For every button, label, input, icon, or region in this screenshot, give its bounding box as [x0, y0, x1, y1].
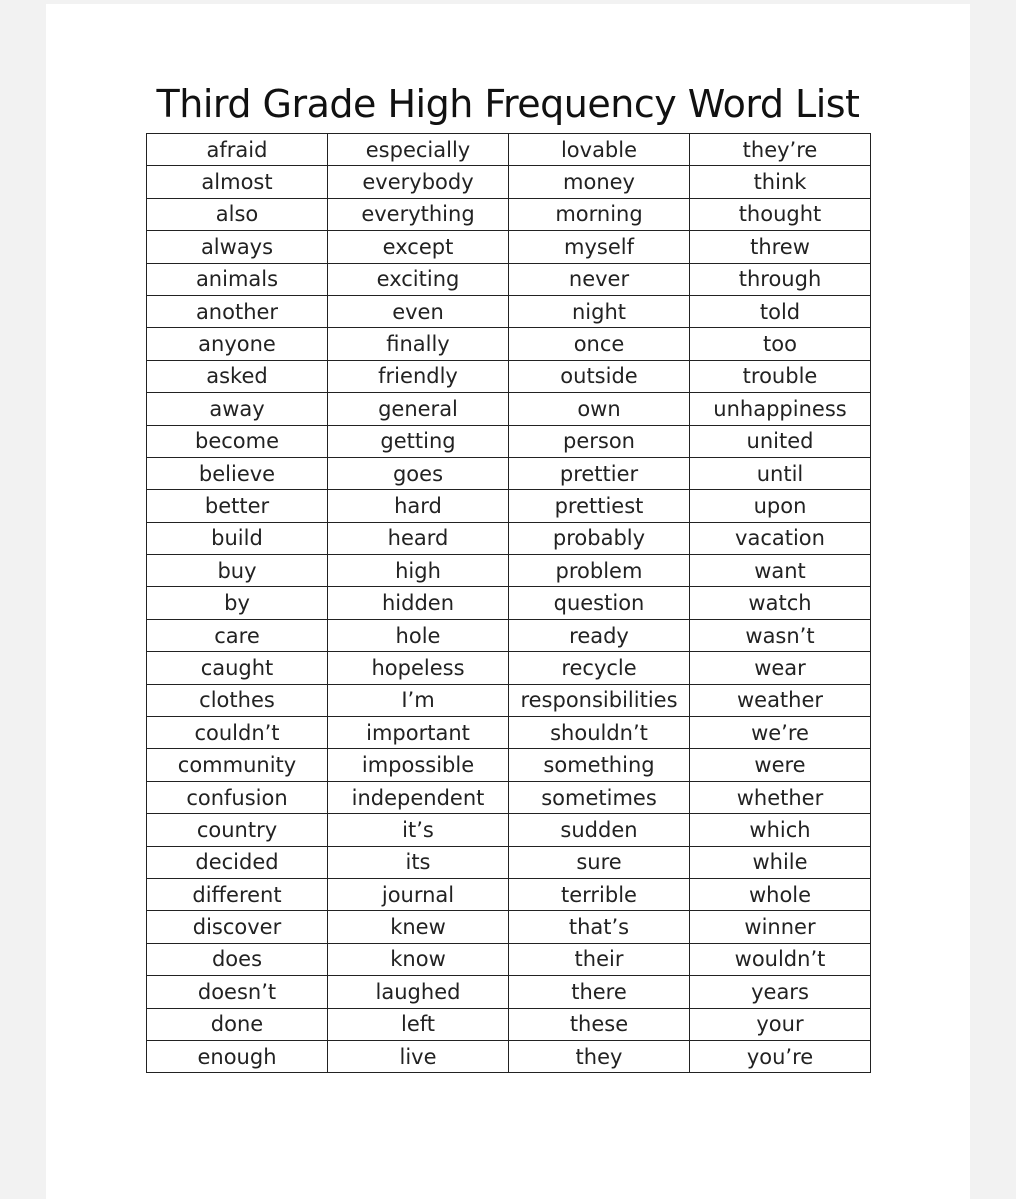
table-row — [147, 587, 871, 619]
word-cell: become — [147, 425, 328, 457]
word-cell: money — [509, 166, 690, 198]
word-cell: impossible — [328, 749, 509, 781]
word-cell: laughed — [328, 976, 509, 1008]
word-cell: caught — [147, 652, 328, 684]
word-cell: something — [509, 749, 690, 781]
table-row — [147, 555, 871, 587]
word-cell: community — [147, 749, 328, 781]
word-cell: recycle — [509, 652, 690, 684]
word-cell: outside — [509, 360, 690, 392]
word-cell: knew — [328, 911, 509, 943]
word-cell: enough — [147, 1040, 328, 1072]
word-cell: almost — [147, 166, 328, 198]
word-cell: everybody — [328, 166, 509, 198]
word-cell: hole — [328, 619, 509, 651]
word-list-body — [147, 134, 871, 1073]
word-cell: couldn’t — [147, 717, 328, 749]
word-cell: told — [690, 295, 871, 327]
word-cell: want — [690, 555, 871, 587]
word-cell: goes — [328, 457, 509, 489]
word-cell: believe — [147, 457, 328, 489]
word-cell: sure — [509, 846, 690, 878]
word-cell: unhappiness — [690, 393, 871, 425]
word-cell: myself — [509, 231, 690, 263]
word-cell: its — [328, 846, 509, 878]
table-row — [147, 749, 871, 781]
word-list-table — [146, 133, 871, 1073]
word-cell: also — [147, 198, 328, 230]
word-cell: responsibilities — [509, 684, 690, 716]
word-cell: buy — [147, 555, 328, 587]
word-cell: left — [328, 1008, 509, 1040]
word-cell: were — [690, 749, 871, 781]
word-cell: lovable — [509, 134, 690, 166]
word-cell: until — [690, 457, 871, 489]
word-cell: through — [690, 263, 871, 295]
word-cell: watch — [690, 587, 871, 619]
word-cell: upon — [690, 490, 871, 522]
word-cell: prettiest — [509, 490, 690, 522]
table-row — [147, 295, 871, 327]
word-cell: away — [147, 393, 328, 425]
word-cell: everything — [328, 198, 509, 230]
word-cell: general — [328, 393, 509, 425]
word-cell: whole — [690, 878, 871, 910]
word-cell: afraid — [147, 134, 328, 166]
word-cell: while — [690, 846, 871, 878]
table-row — [147, 1008, 871, 1040]
word-cell: which — [690, 814, 871, 846]
word-cell: especially — [328, 134, 509, 166]
word-cell: person — [509, 425, 690, 457]
word-cell: know — [328, 943, 509, 975]
word-cell: they — [509, 1040, 690, 1072]
word-cell: build — [147, 522, 328, 554]
word-cell: your — [690, 1008, 871, 1040]
table-row — [147, 198, 871, 230]
word-cell: finally — [328, 328, 509, 360]
word-cell: does — [147, 943, 328, 975]
word-cell: decided — [147, 846, 328, 878]
word-cell: anyone — [147, 328, 328, 360]
word-cell: hopeless — [328, 652, 509, 684]
word-cell: done — [147, 1008, 328, 1040]
word-cell: sudden — [509, 814, 690, 846]
table-row — [147, 457, 871, 489]
table-row — [147, 846, 871, 878]
table-row — [147, 976, 871, 1008]
word-cell: hidden — [328, 587, 509, 619]
word-cell: always — [147, 231, 328, 263]
word-cell: even — [328, 295, 509, 327]
word-cell: asked — [147, 360, 328, 392]
word-cell: you’re — [690, 1040, 871, 1072]
word-cell: I’m — [328, 684, 509, 716]
word-cell: morning — [509, 198, 690, 230]
table-row — [147, 393, 871, 425]
word-cell: it’s — [328, 814, 509, 846]
word-cell: they’re — [690, 134, 871, 166]
word-cell: winner — [690, 911, 871, 943]
page-title: Third Grade High Frequency Word List — [156, 82, 860, 126]
word-cell: united — [690, 425, 871, 457]
word-cell: problem — [509, 555, 690, 587]
table-row — [147, 360, 871, 392]
word-cell: country — [147, 814, 328, 846]
word-cell: too — [690, 328, 871, 360]
word-cell: trouble — [690, 360, 871, 392]
table-row — [147, 652, 871, 684]
word-cell: discover — [147, 911, 328, 943]
word-cell: once — [509, 328, 690, 360]
word-cell: different — [147, 878, 328, 910]
word-cell: vacation — [690, 522, 871, 554]
table-row — [147, 263, 871, 295]
word-cell: friendly — [328, 360, 509, 392]
table-row — [147, 943, 871, 975]
word-cell: another — [147, 295, 328, 327]
word-cell: think — [690, 166, 871, 198]
word-cell: doesn’t — [147, 976, 328, 1008]
word-cell: we’re — [690, 717, 871, 749]
word-cell: by — [147, 587, 328, 619]
word-cell: ready — [509, 619, 690, 651]
word-cell: clothes — [147, 684, 328, 716]
word-cell: animals — [147, 263, 328, 295]
word-cell: exciting — [328, 263, 509, 295]
table-row — [147, 328, 871, 360]
word-cell: better — [147, 490, 328, 522]
word-cell: high — [328, 555, 509, 587]
word-cell: terrible — [509, 878, 690, 910]
word-cell: wouldn’t — [690, 943, 871, 975]
word-cell: wasn’t — [690, 619, 871, 651]
word-cell: question — [509, 587, 690, 619]
table-row — [147, 684, 871, 716]
word-cell: care — [147, 619, 328, 651]
word-cell: confusion — [147, 781, 328, 813]
word-cell: that’s — [509, 911, 690, 943]
table-row — [147, 878, 871, 910]
word-cell: prettier — [509, 457, 690, 489]
word-cell: their — [509, 943, 690, 975]
word-cell: sometimes — [509, 781, 690, 813]
word-cell: independent — [328, 781, 509, 813]
word-cell: weather — [690, 684, 871, 716]
table-row — [147, 522, 871, 554]
word-cell: heard — [328, 522, 509, 554]
word-cell: probably — [509, 522, 690, 554]
table-row — [147, 425, 871, 457]
word-cell: shouldn’t — [509, 717, 690, 749]
word-cell: live — [328, 1040, 509, 1072]
word-cell: important — [328, 717, 509, 749]
word-cell: getting — [328, 425, 509, 457]
word-cell: thought — [690, 198, 871, 230]
table-row — [147, 814, 871, 846]
word-cell: wear — [690, 652, 871, 684]
word-cell: except — [328, 231, 509, 263]
table-row — [147, 781, 871, 813]
word-cell: journal — [328, 878, 509, 910]
word-cell: years — [690, 976, 871, 1008]
table-row — [147, 619, 871, 651]
table-row — [147, 1040, 871, 1072]
word-cell: threw — [690, 231, 871, 263]
table-row — [147, 911, 871, 943]
word-cell: hard — [328, 490, 509, 522]
table-row — [147, 231, 871, 263]
table-row — [147, 490, 871, 522]
table-row — [147, 134, 871, 166]
word-cell: never — [509, 263, 690, 295]
word-cell: whether — [690, 781, 871, 813]
word-cell: these — [509, 1008, 690, 1040]
table-row — [147, 717, 871, 749]
table-row — [147, 166, 871, 198]
word-cell: there — [509, 976, 690, 1008]
word-cell: night — [509, 295, 690, 327]
word-cell: own — [509, 393, 690, 425]
